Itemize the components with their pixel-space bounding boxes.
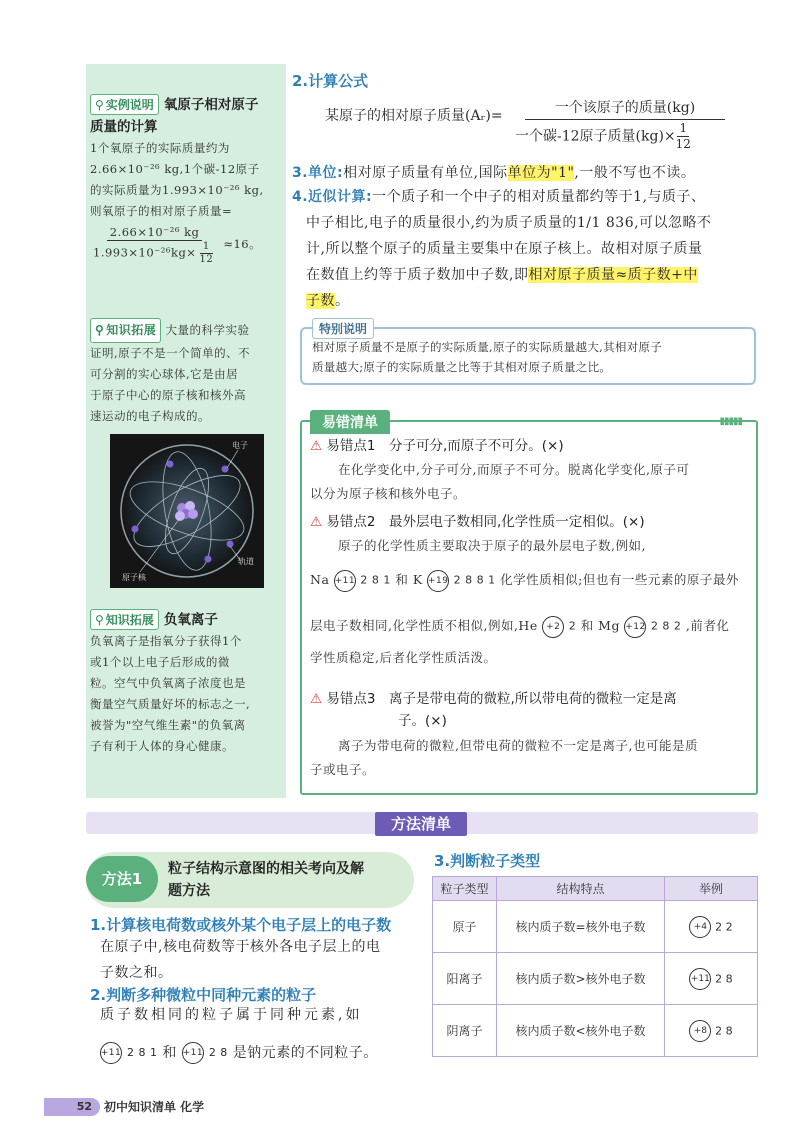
formula-denominator: 一个碳-12原子质量(kg)× $\frac{1}{12}$	[515, 121, 691, 151]
point1-body: 在原子中,核电荷数等于核外各电子层上的电 子数之和。	[100, 939, 381, 981]
example-shells: 2 8	[715, 972, 733, 985]
error-item-2-body: 原子的化学性质主要取决于原子的最外层电子数,例如, Na +11 2 8 1 和 K +19 2 8 8 1 化学性质相似;但也有一些元素的原子最外 层电子数相同,化学性质不相似,例如,He +2 2 和 Mg +12 2 8 2 ,前者化 学性质稳定,后者化学性质活泼。	[310, 534, 750, 670]
error-item-1-title: ⚠ 易错点1 分子可分,而原子不可分。(×)	[310, 438, 564, 454]
example-body	[90, 138, 282, 266]
approx-paragraph: 4.近似计算:一个质子和一个中子的相对质量都约等于1,与质子、 中子相比,电子的质量很小,约为质子质量的1/1 836,可以忽略不 计,所以整个原子的质量主要集中在原子核上。故相对原子质量 在数值上约等于质子数加中子数,即相对原子质量≈质子数+中 子数。	[292, 189, 712, 309]
book-title: 初中知识清单 化学	[104, 1100, 205, 1114]
special-note-box	[300, 322, 756, 385]
he-shells: 2	[568, 619, 577, 633]
sodium-atom-shells: 2 8 1	[126, 1046, 158, 1059]
extension2-section	[90, 609, 282, 757]
he-mg-example: 层电子数相同,化学性质不相似,例如,He +2 2 和 Mg +12 2 8 2 ,前者化	[310, 614, 750, 646]
extension1-line: 速运动的电子构成的。	[90, 409, 210, 423]
table-header: 举例	[665, 877, 758, 901]
table-row: 阳离子 核内质子数>核外电子数 +11 2 8	[433, 953, 758, 1005]
point2-heading: 2.判断多种微粒中同种元素的粒子	[90, 986, 317, 1004]
mg-nucleus: +12	[624, 616, 646, 638]
example-nucleus: +4	[689, 916, 711, 938]
fraction-denominator: 1.993×10⁻²⁶kg× $\frac{1}{12}$	[93, 241, 214, 265]
orbit-label: 轨道	[238, 557, 254, 566]
example-line: 的实际质量为1.993×10⁻²⁶ kg,	[90, 183, 264, 197]
special-note-tag: 特别说明	[312, 318, 374, 339]
extension2-title: 负氧离子	[163, 612, 218, 628]
magnifier-icon: ⚲	[95, 613, 104, 627]
methods-banner-title: 方法清单	[375, 812, 467, 836]
error-item-1-body: 在化学变化中,分子可分,而原子不可分。脱离化学变化,原子可 以分为原子核和核外电子。	[310, 462, 690, 501]
extension2-line: 衡量空气质量好坏的标志之一,	[90, 697, 251, 711]
error-item-3-title: ⚠ 易错点3 离子是带电荷的微粒,所以带电荷的微粒一定是离 子。(×)	[310, 691, 677, 729]
extension2-line: 粒。空气中负氧离子浓度也是	[90, 676, 246, 690]
table-header: 结构特点	[497, 877, 665, 901]
na-shells: 2 8 1	[360, 573, 391, 587]
point2-body: 质子数相同的粒子属于同种元素,如	[100, 1007, 363, 1023]
table-row: 阴离子 核内质子数<核外电子数 +8 2 8	[433, 1005, 758, 1057]
fraction-numerator: 2.66×10⁻²⁶ kg	[107, 224, 203, 241]
example-nucleus: +11	[689, 968, 711, 990]
example-nucleus: +8	[689, 1020, 711, 1042]
sodium-ion-nucleus: +11	[182, 1042, 204, 1064]
he-nucleus: +2	[542, 616, 564, 638]
approx-highlight: 相对原子质量≈质子数+中	[528, 267, 698, 283]
error-list-box	[300, 415, 758, 795]
example-section	[90, 94, 282, 266]
error-list-header: 易错清单	[310, 410, 390, 434]
warning-icon: ⚠	[310, 514, 323, 530]
special-note-text: 相对原子质量不是原子的实际质量,原子的实际质量越大,其相对原子 质量越大;原子的实际质量之比等于其相对原子质量之比。	[312, 340, 663, 374]
extension1-tag: ⚲ 知识拓展	[90, 318, 161, 343]
example-fraction	[90, 224, 282, 266]
electron-label: 电子	[232, 441, 248, 450]
extension2-line: 或1个以上电子后形成的微	[90, 655, 230, 669]
extension1-line: 证明,原子不是一个简单的、不	[90, 346, 251, 360]
warning-icon: ⚠	[310, 438, 323, 454]
method-1-label: 方法1	[86, 856, 158, 902]
error-item-2-title: ⚠ 易错点2 最外层电子数相同,化学性质一定相似。(×)	[310, 514, 645, 530]
magnifier-icon: ⚲	[95, 98, 104, 112]
extension1-line: 可分割的实心球体,它是由居	[90, 367, 239, 381]
point2-example: +11 2 8 1 和 +11 2 8 是钠元素的不同粒子。	[100, 1040, 420, 1066]
example-tag: ⚲ 实例说明	[90, 94, 159, 115]
example-line: 则氧原子的相对原子质量=	[90, 204, 233, 218]
example-title-2: 质量的计算	[90, 119, 158, 135]
magnifier-icon: ⚲	[95, 323, 105, 337]
method-1-title: 粒子结构示意图的相关考向及解 题方法	[168, 861, 364, 899]
particle-type-table	[432, 876, 758, 1057]
k-shells: 2 8 8 1	[453, 573, 496, 587]
error-item-3-body: 离子为带电荷的微粒,但带电荷的微粒不一定是离子,也可能是质 子或电子。	[310, 738, 698, 777]
extension1-section	[90, 318, 282, 427]
extension1-line: 大量的科学实验	[165, 323, 250, 337]
extension2-line: 负氧离子是指氧分子获得1个	[90, 634, 242, 648]
page-number: 52	[44, 1098, 100, 1116]
approx-label: 4.近似计算:	[292, 189, 373, 205]
sodium-ion-shells: 2 8	[208, 1046, 228, 1059]
k-nucleus: +19	[427, 570, 449, 592]
mg-shells: 2 8 2	[650, 619, 682, 633]
table-row: 原子 核内质子数=核外电子数 +4 2 2	[433, 901, 758, 953]
nucleus-label: 原子核	[122, 573, 146, 582]
example-shells: 2 8	[715, 1024, 733, 1037]
unit-paragraph: 3.单位:相对原子质量有单位,国际单位为"1",一般不写也不读。	[292, 165, 696, 181]
point1-heading: 1.计算核电荷数或核外某个电子层上的电子数	[90, 916, 392, 934]
formula-heading: 2.计算公式	[292, 72, 369, 90]
warning-icon: ⚠	[310, 691, 323, 707]
example-title: 氧原子相对原子	[163, 97, 259, 113]
extension1-line: 于原子中心的原子核和核外高	[90, 388, 246, 402]
unit-label: 3.单位:	[292, 165, 344, 181]
na-k-example: Na +11 2 8 1 和 K +19 2 8 8 1 化学性质相似;但也有一些元素的原子最外	[310, 568, 750, 600]
sodium-atom-nucleus: +11	[100, 1042, 122, 1064]
table-header: 粒子类型	[433, 877, 497, 901]
formula-numerator: 一个该原子的质量(kg)	[525, 97, 725, 120]
na-nucleus: +11	[334, 570, 356, 592]
extension2-tag: ⚲ 知识拓展	[90, 609, 159, 630]
extension2-line: 被誉为"空气维生素"的负氧离	[90, 718, 246, 732]
example-shells: 2 2	[715, 920, 733, 933]
sidebar	[86, 64, 286, 798]
method-1-box	[86, 852, 414, 908]
atom-model-image	[110, 434, 264, 588]
point3-heading: 3.判断粒子类型	[434, 852, 541, 870]
relative-mass-formula	[325, 97, 745, 157]
decorative-dots-icon: ▮▮▮▮▮	[719, 416, 742, 427]
unit-highlight: 单位为"1"	[507, 165, 575, 181]
example-line: 1个氧原子的实际质量约为	[90, 141, 230, 155]
formula-lhs: 某原子的相对原子质量(Aᵣ)=	[325, 108, 503, 124]
approx-result: ≈16。	[223, 237, 262, 251]
extension2-line: 子有利于人体的身心健康。	[90, 739, 234, 753]
example-line: 2.66×10⁻²⁶ kg,1个碳-12原子	[90, 162, 260, 176]
